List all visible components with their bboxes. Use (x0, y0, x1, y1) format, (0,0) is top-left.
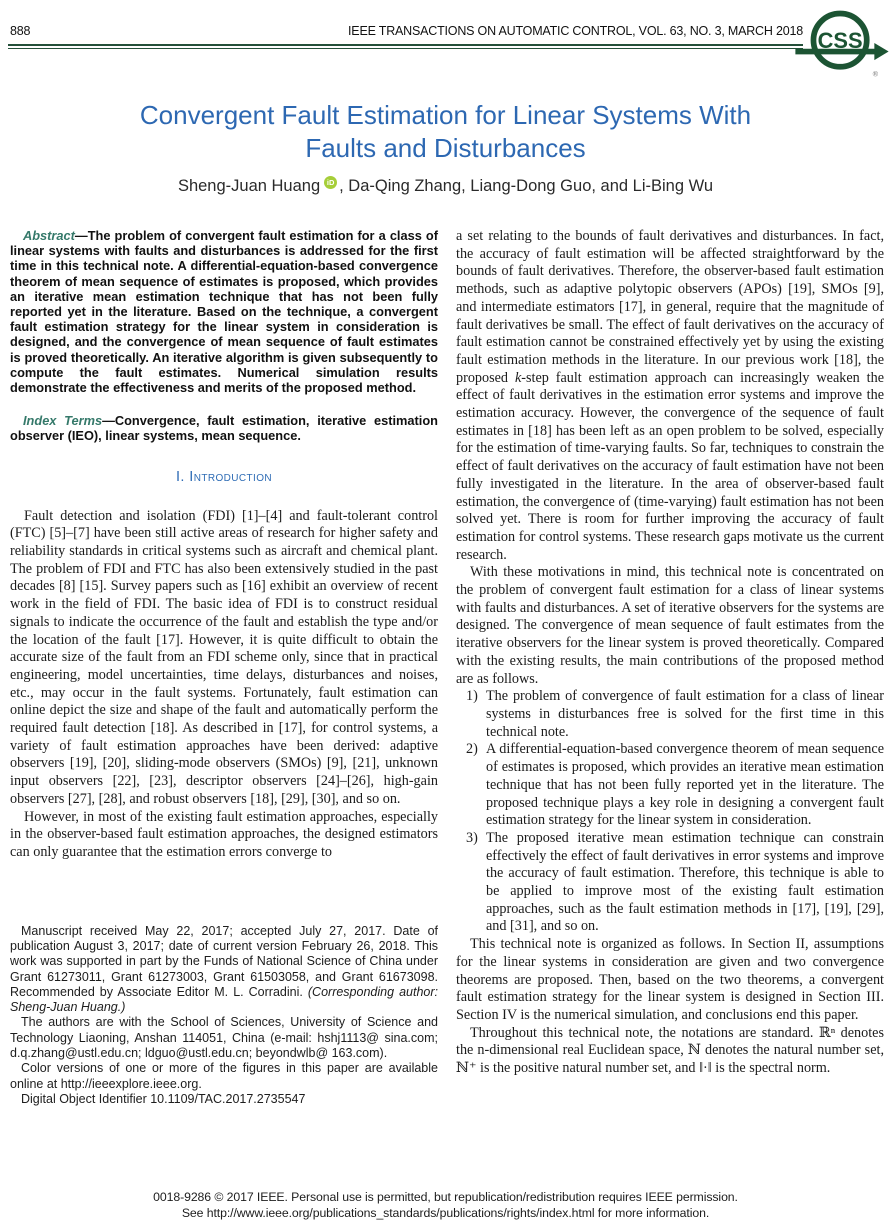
footnote-color-versions: Color versions of one or more of the figures in this paper are available online at http://ieeexplore.ieee.org. (10, 1061, 438, 1091)
two-column-body (10, 228, 884, 1107)
list-text: A differential-equation-based convergence theorem of mean sequence of estimates is proposed, which provides an iterative mean estimation technique that has not been fully reported yet in the literature. The proposed technique plays a key role in designing a convergent fault estimation strategy for the linear system in consideration. (486, 741, 884, 829)
list-item (456, 741, 884, 830)
index-terms-text: —Convergence, fault estimation, iterative estimation observer (IEO), linear systems, mean sequence. (10, 413, 438, 444)
css-logo-registered: ® (872, 69, 879, 79)
footnote-corresponding-author: (Corresponding author: Sheng-Juan Huang.) (10, 984, 439, 1015)
abstract-text: —The problem of convergent fault estimation for a class of linear systems with faults and disturbances is addressed for the first time in this technical note. A differential-equation-based convergence theorem of mean sequence of estimates is proposed, which provides an iterative mean estimation technique that has not been fully reported yet in the literature. Based on the technique, a convergent fault estimation strategy for the linear system in consideration is designed, and the convergence of mean sequence of fault estimates is proved theoretically. An iterative algorithm is given subsequently to compute the fault estimates. Numerical simulation results demonstrate the effectiveness and merits of the proposed method. (10, 228, 438, 396)
list-marker: 3) (466, 829, 478, 846)
copyright-footer (0, 1190, 891, 1221)
footnote-manuscript (10, 924, 438, 1016)
list-item (456, 830, 884, 936)
rc-paragraph-2: With these motivations in mind, this technical note is concentrated on the problem of convergent fault estimation for a class of linear systems with faults and disturbances. A set of iterative observers for the systems are designed. The convergence of mean sequence of fault estimates from the iterative observers for the linear system is proved theoretically. Compared with the existing results, the main contributions of the proposed method are as follows. (456, 564, 884, 687)
author-first: Sheng-Juan Huang (177, 177, 321, 195)
authors-line (0, 176, 891, 196)
authors-rest: , Da-Qing Zhang, Liang-Dong Guo, and Li-Bing Wu (339, 177, 714, 195)
first-page-footnote (10, 924, 438, 1108)
orcid-icon: iD (324, 176, 337, 189)
intro-paragraph-1: Fault detection and isolation (FDI) [1]–[4] and fault-tolerant control (FTC) [5]–[7] have been still active areas of research for higher safety and reliability standards in critical systems such as aircraft and chemical plant. The problem of FDI and FTC has also been extensively studied in the past decades [8] [15]. Survey papers such as [16] exhibit an overview of recent work in the field of FDI. The basic idea of FDI is to construct residual signals to indicate the occurrence of the fault and establish the type and/or the location of the fault [17]. However, it is quite difficult to obtain the accurate size of the fault from an FDI scheme only, since that in practical engineering, model uncertainties, time delays, disturbances and noises, etc., may occur in the fault systems. Fortunately, fault estimation can online depict the size and shape of the fault and automatically perform the required fault detection [18]. As described in [17], for control systems, a variety of fault estimation approaches have been derived: adaptive observers [19], [20], sliding-mode observers (SMOs) [9], [21], unknown input observers [22], [23], descriptor observers [24]–[26], high-gain observers [27], [28], and robust observers [18], [29], [30], and so on. (10, 507, 438, 807)
footnote-affiliation: The authors are with the School of Sciences, University of Science and Technology Liaoning, Anshan 114051, China (e-mail: hshj1113@ sina.com; d.q.zhang@ustl.edu.cn; ldguo@ustl.edu.cn; beyondwlb@ 163.com). (10, 1015, 438, 1061)
index-terms-label: Index Terms (23, 413, 103, 429)
page-number: 888 (10, 24, 31, 38)
list-marker: 1) (466, 688, 478, 705)
abstract-paragraph (10, 228, 438, 395)
footnote-manuscript-text: Manuscript received May 22, 2017; accepted July 27, 2017. Date of publication August 3, 2017; date of current version February 26, 2018. This work was supported in part by the Funds of National Science of China under Grant 61273011, Grant 61273003, Grant 61503058, and Grant 61673098. Recommended by Associate Editor M. L. Corradini. (10, 923, 438, 999)
css-logo-graphic (794, 4, 890, 82)
list-item (456, 688, 884, 741)
intro-paragraph-2: However, in most of the existing fault estimation approaches, especially in the observer-based fault estimation approaches, the designed estimators can only guarantee that the estimation errors converge to (10, 808, 438, 860)
index-terms-paragraph (10, 413, 438, 443)
rc-paragraph-1 (456, 228, 884, 564)
footnote-doi: Digital Object Identifier 10.1109/TAC.2017.2735547 (21, 1091, 306, 1106)
section-number: I. (175, 468, 185, 485)
left-column (10, 228, 438, 1107)
rc-paragraph-1-post: -step fault estimation approach can increasingly weaken the effect of fault derivatives in the estimation error systems and improve the estimation accuracy. However, the convergence of the sequence of fault estimates in [18] has been left as an open problem to be solved, especially for the estimation of time-varying faults. So far, techniques to constrain the effect of fault derivatives on the accuracy of fault estimation have not been fully investigated in the literature. In the area of observer-based fault estimation, the convergence of (time-varying) fault estimation has not been solved yet. There is room for further improving the accuracy of fault estimation for control systems. These research gaps motivate us the current research. (456, 369, 885, 563)
css-society-logo-icon (794, 4, 890, 82)
rc-paragraph-notation: Throughout this technical note, the notations are standard. ℝⁿ denotes the n-dimensional real Euclidean space, ℕ denotes the natural number set, ℕ⁺ is the positive natural number set, and ‖·‖ is the spectral norm. (456, 1024, 884, 1077)
right-column (456, 228, 884, 1107)
rc-paragraph-organization: This technical note is organized as follows. In Section II, assumptions for the linear systems in consideration are given and two convergence theorems are proposed. Then, based on the two theorems, a convergent fault estimation strategy for the linear system is designed in Section III. Section IV is the numerical simulation, and conclusions end this paper. (456, 936, 884, 1023)
footer-line1: 0018-9286 © 2017 IEEE. Personal use is permitted, but republication/redistribution requires IEEE permission. (153, 1190, 738, 1204)
section-heading-introduction (10, 469, 438, 485)
abstract-label: Abstract (23, 228, 75, 243)
paper-title-line2: Faults and Disturbances (305, 133, 586, 163)
section-title: Introduction (189, 468, 272, 485)
contribution-list (456, 688, 884, 936)
rc-paragraph-1-pre: a set relating to the bounds of fault derivatives and disturbances. In fact, the accuracy of fault estimation will be affected straightforward by the bounds of fault derivatives. Therefore, the observer-based fault estimation methods, such as adaptive polytopic observers (APOs) [19], SMOs [9], and intermediate estimators [17], in general, require that the magnitude of fault derivatives be small. The effect of fault derivatives on the accuracy of fault estimation cannot be constrained effectively yet by using the existing fault estimation methods in the literature. In our previous work [18], the proposed (456, 228, 884, 386)
page-header (10, 24, 803, 38)
header-rule (8, 44, 803, 49)
paper-title-line1: Convergent Fault Estimation for Linear Systems With (139, 100, 752, 130)
list-text: The problem of convergence of fault estimation for a class of linear systems in disturbances free is solved for the first time in this technical note. (486, 688, 884, 740)
list-text: The proposed iterative mean estimation technique can constrain effectively the effect of fault derivatives in error systems and improve the accuracy of fault estimation. Therefore, this technique is able to be applied to improve most of the existing fault estimation approaches, such as the fault estimation methods in [17], [19], [29], and [31], and so on. (486, 829, 884, 935)
css-logo-text: CSS (817, 27, 863, 53)
rc-paragraph-1-k: k (514, 369, 522, 386)
paper-title (0, 99, 891, 165)
footer-line2: See http://www.ieee.org/publications_standards/publications/rights/index.html for more information. (181, 1205, 710, 1220)
journal-title: IEEE TRANSACTIONS ON AUTOMATIC CONTROL, VOL. 63, NO. 3, MARCH 2018 (348, 24, 803, 38)
list-marker: 2) (466, 741, 478, 758)
